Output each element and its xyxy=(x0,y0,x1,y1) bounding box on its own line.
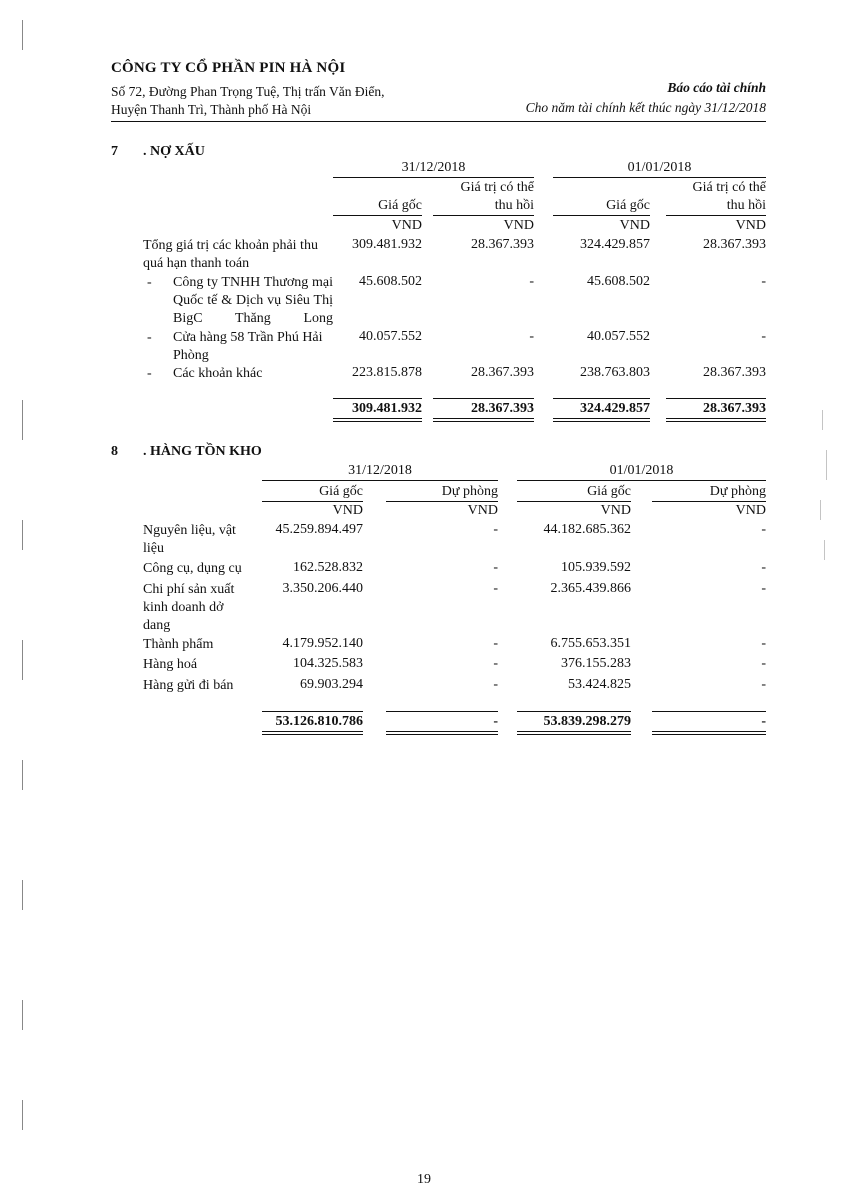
s7-row-value: - xyxy=(761,329,766,344)
s8-row-value: 105.939.592 xyxy=(561,560,631,575)
s7-currency-3: VND xyxy=(619,218,650,233)
s8-row-value: 53.424.825 xyxy=(568,677,631,692)
s8-col-cost-current: Giá gốc xyxy=(319,484,363,499)
s8-row-value: - xyxy=(761,656,766,671)
section-7-number: 7 xyxy=(111,144,118,159)
s7-total-double-rule-1 xyxy=(333,418,422,422)
s7-col-recoverable-prior-l1: Giá trị có thể xyxy=(692,180,766,195)
s7-colhead-rule-1 xyxy=(333,215,422,216)
s7-col-recoverable-current-l1: Giá trị có thể xyxy=(460,180,534,195)
s7-date-current: 31/12/2018 xyxy=(401,160,466,175)
s7-row-value: - xyxy=(529,274,534,289)
s8-colhead-rule-2 xyxy=(386,501,498,502)
s7-row-value: 28.367.393 xyxy=(471,365,534,380)
section-7-title: . NỢ XẤU xyxy=(143,144,205,159)
s8-total-rule-1 xyxy=(262,711,363,712)
s8-row-value: 104.325.583 xyxy=(293,656,363,671)
s7-col-recoverable-current-l2: thu hồi xyxy=(494,198,534,213)
s8-row-value: - xyxy=(493,636,498,651)
s8-currency-1: VND xyxy=(332,503,363,518)
s8-colhead-rule-4 xyxy=(652,501,766,502)
s7-total-rule-3 xyxy=(553,398,650,399)
s7-total-rule-2 xyxy=(433,398,534,399)
s7-row-label: Công ty TNHH Thương mại Quốc tế & Dịch vụ Siêu Thị BigC Thăng Long xyxy=(173,275,333,326)
s7-row-value: 40.057.552 xyxy=(359,329,422,344)
scan-margin-mark xyxy=(22,640,23,680)
s7-row-label: Tổng giá trị các khoản phải thu quá hạn thanh toán xyxy=(143,238,318,271)
s7-row-dash: - xyxy=(147,330,152,345)
s7-row-value: 324.429.857 xyxy=(580,237,650,252)
report-period: Cho năm tài chính kết thúc ngày 31/12/2018 xyxy=(525,100,766,115)
s8-total-value: 53.839.298.279 xyxy=(543,714,631,729)
s8-row-label: Hàng hoá xyxy=(143,657,198,672)
s7-total-rule-1 xyxy=(333,398,422,399)
s8-row-value: - xyxy=(493,581,498,596)
s7-currency-2: VND xyxy=(503,218,534,233)
s7-date-prior-rule xyxy=(553,177,766,178)
s8-row-value: 69.903.294 xyxy=(300,677,363,692)
s8-row-value: 3.350.206.440 xyxy=(282,581,363,596)
s8-row-value: 162.528.832 xyxy=(293,560,363,575)
s8-row-label: Công cụ, dụng cụ xyxy=(143,561,242,576)
s7-row-value: 28.367.393 xyxy=(703,237,766,252)
s8-total-rule-3 xyxy=(517,711,631,712)
s8-total-double-rule-4 xyxy=(652,731,766,735)
s7-row-value: - xyxy=(529,329,534,344)
header-rule xyxy=(111,121,766,122)
s7-colhead-rule-3 xyxy=(553,215,650,216)
s7-total-double-rule-3 xyxy=(553,418,650,422)
scan-margin-mark xyxy=(22,520,23,550)
s8-total-value: - xyxy=(493,714,498,729)
company-name: CÔNG TY CỔ PHẦN PIN HÀ NỘI xyxy=(111,60,346,76)
s7-date-prior: 01/01/2018 xyxy=(627,160,692,175)
s7-row-value: 45.608.502 xyxy=(587,274,650,289)
s8-row-value: - xyxy=(761,581,766,596)
s8-row-value: - xyxy=(761,636,766,651)
s8-row-value: - xyxy=(493,560,498,575)
s7-total-double-rule-4 xyxy=(666,418,766,422)
s7-row-value: 28.367.393 xyxy=(703,365,766,380)
s7-total-double-rule-2 xyxy=(433,418,534,422)
s8-total-double-rule-3 xyxy=(517,731,631,735)
s8-row-value: 45.259.894.497 xyxy=(275,522,363,537)
scan-margin-mark xyxy=(22,1100,23,1130)
scan-margin-mark xyxy=(22,1000,23,1030)
s8-col-cost-prior: Giá gốc xyxy=(587,484,631,499)
s8-currency-2: VND xyxy=(467,503,498,518)
company-address-line2: Huyện Thanh Trì, Thành phố Hà Nội xyxy=(111,102,312,117)
s8-colhead-rule-1 xyxy=(262,501,363,502)
s8-row-value: 4.179.952.140 xyxy=(282,636,363,651)
s7-row-value: 309.481.932 xyxy=(352,237,422,252)
s8-date-current: 31/12/2018 xyxy=(348,463,412,478)
s7-row-value: 223.815.878 xyxy=(352,365,422,380)
s8-row-value: 2.365.439.866 xyxy=(550,581,631,596)
s7-row-label: Các khoản khác xyxy=(173,366,263,381)
s7-row-value: 45.608.502 xyxy=(359,274,422,289)
s8-date-prior: 01/01/2018 xyxy=(609,463,674,478)
s8-col-provision-prior: Dự phòng xyxy=(709,484,766,499)
scan-margin-mark xyxy=(22,20,23,50)
s8-currency-3: VND xyxy=(600,503,631,518)
company-address-line1: Số 72, Đường Phan Trọng Tuệ, Thị trấn Văn Điển, xyxy=(111,84,385,99)
s7-currency-1: VND xyxy=(391,218,422,233)
s7-row-value: 238.763.803 xyxy=(580,365,650,380)
s7-total-value: 324.429.857 xyxy=(580,401,650,416)
s7-total-value: 309.481.932 xyxy=(352,401,422,416)
s7-colhead-rule-4 xyxy=(666,215,766,216)
s8-total-double-rule-1 xyxy=(262,731,363,735)
s7-row-dash: - xyxy=(147,366,152,381)
s7-col-cost-prior: Giá gốc xyxy=(606,198,650,213)
scan-stamp-fragment xyxy=(818,410,832,570)
s8-row-label: Thành phẩm xyxy=(143,637,214,652)
section-8-title: . HÀNG TỒN KHO xyxy=(143,444,262,459)
s8-date-prior-rule xyxy=(517,480,766,481)
s8-total-value: 53.126.810.786 xyxy=(275,714,363,729)
scan-margin-mark xyxy=(22,400,23,440)
s7-total-rule-4 xyxy=(666,398,766,399)
s8-row-value: - xyxy=(493,677,498,692)
s8-row-value: - xyxy=(761,677,766,692)
scan-margin-mark xyxy=(22,880,23,910)
s7-row-value: - xyxy=(761,274,766,289)
scan-margin-mark xyxy=(22,760,23,790)
s8-colhead-rule-3 xyxy=(517,501,631,502)
s8-total-double-rule-2 xyxy=(386,731,498,735)
s8-row-value: - xyxy=(761,522,766,537)
s7-total-value: 28.367.393 xyxy=(471,401,534,416)
s7-row-label: Cửa hàng 58 Trần Phú Hải Phòng xyxy=(173,330,323,363)
s8-row-label: Chi phí sản xuất kinh doanh dở dang xyxy=(143,582,235,633)
s8-total-value: - xyxy=(761,714,766,729)
s8-row-value: 376.155.283 xyxy=(561,656,631,671)
section-8-number: 8 xyxy=(111,444,118,459)
s7-row-value: 28.367.393 xyxy=(471,237,534,252)
s8-date-current-rule xyxy=(262,480,498,481)
s8-row-value: - xyxy=(761,560,766,575)
s8-row-value: - xyxy=(493,656,498,671)
s8-total-rule-2 xyxy=(386,711,498,712)
s7-colhead-rule-2 xyxy=(433,215,534,216)
s8-row-label: Nguyên liệu, vật liệu xyxy=(143,523,236,556)
report-title: Báo cáo tài chính xyxy=(667,80,766,95)
s8-row-value: - xyxy=(493,522,498,537)
s8-row-label: Hàng gửi đi bán xyxy=(143,678,234,693)
s7-currency-4: VND xyxy=(735,218,766,233)
s8-total-rule-4 xyxy=(652,711,766,712)
s7-col-recoverable-prior-l2: thu hồi xyxy=(726,198,766,213)
s8-row-value: 6.755.653.351 xyxy=(550,636,631,651)
page-number: 19 xyxy=(417,1172,431,1187)
s7-date-current-rule xyxy=(333,177,534,178)
s7-col-cost-current: Giá gốc xyxy=(378,198,422,213)
s8-col-provision-current: Dự phòng xyxy=(441,484,498,499)
s7-row-value: 40.057.552 xyxy=(587,329,650,344)
s7-row-dash: - xyxy=(147,275,152,290)
s8-currency-4: VND xyxy=(735,503,766,518)
s8-row-value: 44.182.685.362 xyxy=(543,522,631,537)
s7-total-value: 28.367.393 xyxy=(703,401,766,416)
